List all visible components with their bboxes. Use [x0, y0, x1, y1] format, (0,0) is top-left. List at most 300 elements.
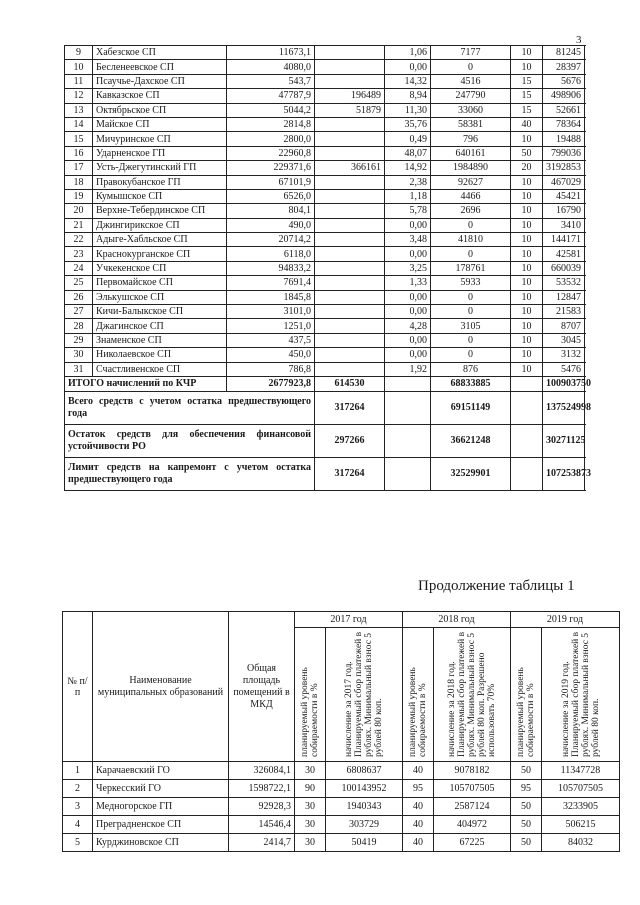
col-6-value: 4516 — [431, 74, 511, 88]
summary-col-7 — [511, 457, 543, 490]
col-4-value: 51879 — [315, 103, 385, 117]
table-row — [65, 146, 585, 160]
col-8-value: 3410 — [543, 218, 585, 232]
summary-col-7 — [511, 424, 543, 457]
table-row — [63, 816, 620, 834]
area-value: 1251,0 — [227, 319, 315, 333]
summary-row — [65, 391, 585, 424]
table-row — [63, 762, 620, 780]
header-area: Общая площадь помещений в МКД — [229, 612, 295, 762]
rate-2018: 40 — [403, 834, 434, 852]
col-5-value: 11,30 — [385, 103, 431, 117]
municipality-name: Николаевское СП — [93, 348, 227, 362]
row-number: 11 — [65, 74, 93, 88]
area-value: 67101,9 — [227, 175, 315, 189]
municipality-name: Первомайское СП — [93, 276, 227, 290]
row-number: 22 — [65, 233, 93, 247]
row-number: 3 — [63, 798, 93, 816]
col-5-value: 1,92 — [385, 362, 431, 376]
table-row — [63, 780, 620, 798]
col-5-value: 8,94 — [385, 89, 431, 103]
municipality-name: Элькушское СП — [93, 290, 227, 304]
col-6-value: 876 — [431, 362, 511, 376]
municipality-name: Верхне-Тебердинское СП — [93, 204, 227, 218]
header-2017-sum: начисление за 2017 год. Планируемый сбор платежей в рублях. Минимальный взнос 5 рублей 80 коп. — [326, 628, 403, 762]
col-7-value: 15 — [511, 103, 543, 117]
header-2017-rate: планируемый уровень собираемости в % — [295, 628, 326, 762]
table-row — [65, 103, 585, 117]
summary-col-5 — [385, 391, 431, 424]
col-5-value: 0,00 — [385, 290, 431, 304]
row-number: 30 — [65, 348, 93, 362]
municipality-name: Краснокурганское СП — [93, 247, 227, 261]
summary-col-6: 32529901 — [431, 457, 511, 490]
area-value: 4080,0 — [227, 60, 315, 74]
row-number: 21 — [65, 218, 93, 232]
col-4-value — [315, 74, 385, 88]
table-row — [65, 261, 585, 275]
row-number: 2 — [63, 780, 93, 798]
header-name: Наименование муниципальных образований — [93, 612, 229, 762]
col-6-value: 0 — [431, 305, 511, 319]
col-5-value: 4,28 — [385, 319, 431, 333]
table-row — [65, 74, 585, 88]
col-5-value: 14,32 — [385, 74, 431, 88]
area-value: 92928,3 — [229, 798, 295, 816]
row-number: 23 — [65, 247, 93, 261]
col-6-value: 3105 — [431, 319, 511, 333]
municipality-name: Мичуринское СП — [93, 132, 227, 146]
summary-row — [65, 457, 585, 490]
rate-2018: 40 — [403, 816, 434, 834]
table-row — [65, 233, 585, 247]
row-number: 12 — [65, 89, 93, 103]
col-4-value — [315, 362, 385, 376]
rate-2019: 50 — [511, 762, 542, 780]
row-number: 25 — [65, 276, 93, 290]
sum-2019: 11347728 — [542, 762, 620, 780]
col-7-value: 10 — [511, 348, 543, 362]
municipality-name: Ударненское ГП — [93, 146, 227, 160]
col-8-value: 28397 — [543, 60, 585, 74]
col-5-value: 3,25 — [385, 261, 431, 275]
table-row — [65, 333, 585, 347]
area-value: 6118,0 — [227, 247, 315, 261]
col-4-value — [315, 204, 385, 218]
col-7-value: 10 — [511, 60, 543, 74]
table-row — [65, 161, 585, 175]
col-7-value: 10 — [511, 247, 543, 261]
col-7-value: 10 — [511, 218, 543, 232]
row-number: 13 — [65, 103, 93, 117]
allocation-table-top — [64, 45, 592, 491]
rate-2019: 50 — [511, 798, 542, 816]
rate-2017: 30 — [295, 762, 326, 780]
col-7-value: 15 — [511, 89, 543, 103]
row-number: 1 — [63, 762, 93, 780]
area-value: 94833,2 — [227, 261, 315, 275]
area-value: 22960,8 — [227, 146, 315, 160]
row-number: 31 — [65, 362, 93, 376]
municipality-name: Знаменское СП — [93, 333, 227, 347]
municipality-name: Курджиновское СП — [93, 834, 229, 852]
col-6-value: 0 — [431, 247, 511, 261]
col-8-value: 467029 — [543, 175, 585, 189]
col-8-value: 45421 — [543, 189, 585, 203]
area-value: 1845,8 — [227, 290, 315, 304]
col-7-value: 10 — [511, 233, 543, 247]
summary-col-4: 297266 — [315, 424, 385, 457]
area-value: 804,1 — [227, 204, 315, 218]
table-row — [65, 46, 585, 60]
col-4-value — [315, 117, 385, 131]
col-4-value — [315, 276, 385, 290]
row-number: 29 — [65, 333, 93, 347]
row-number: 9 — [65, 46, 93, 60]
col-5-value: 3,48 — [385, 233, 431, 247]
header-year-2019: 2019 год — [511, 612, 620, 628]
col-8-value: 498906 — [543, 89, 585, 103]
municipality-name: Джингирикское СП — [93, 218, 227, 232]
municipality-name: Черкесский ГО — [93, 780, 229, 798]
col-6-value: 41810 — [431, 233, 511, 247]
area-value: 6526,0 — [227, 189, 315, 203]
table-row — [65, 319, 585, 333]
table-row — [65, 189, 585, 203]
col-8-value: 799036 — [543, 146, 585, 160]
col-7-value: 50 — [511, 146, 543, 160]
rate-2019: 50 — [511, 834, 542, 852]
area-value: 786,8 — [227, 362, 315, 376]
area-value: 11673,1 — [227, 46, 315, 60]
municipality-name: Адыге-Хабльское СП — [93, 233, 227, 247]
col-6-value: 1984890 — [431, 161, 511, 175]
summary-col-4: 317264 — [315, 391, 385, 424]
sum-2018: 67225 — [434, 834, 511, 852]
table-row — [65, 218, 585, 232]
col-8-value: 660039 — [543, 261, 585, 275]
municipality-name: Правокубанское ГП — [93, 175, 227, 189]
area-value: 2800,0 — [227, 132, 315, 146]
municipality-name: Хабезское СП — [93, 46, 227, 60]
header-2018-sum: начисление за 2018 год. Планируемый сбор платежей в рублях. Минимальный взнос 5 рублей 80 коп. Разрешено использовать 70% — [434, 628, 511, 762]
sum-2017: 303729 — [326, 816, 403, 834]
summary-col-5 — [385, 457, 431, 490]
table-row — [65, 247, 585, 261]
summary-label: Лимит средств на капремонт с учетом остатка предшествующего года — [65, 457, 315, 490]
municipality-name: Джагинское СП — [93, 319, 227, 333]
area-value: 7691,4 — [227, 276, 315, 290]
col-6-value: 2696 — [431, 204, 511, 218]
row-number: 19 — [65, 189, 93, 203]
col-4-value — [315, 146, 385, 160]
col-8-value: 78364 — [543, 117, 585, 131]
col-6-value: 0 — [431, 290, 511, 304]
row-number: 15 — [65, 132, 93, 146]
col-6-value: 5933 — [431, 276, 511, 290]
col-4-value — [315, 218, 385, 232]
col-4-value — [315, 189, 385, 203]
table-row — [65, 290, 585, 304]
summary-col-6: 69151149 — [431, 391, 511, 424]
col-4-value — [315, 333, 385, 347]
col-4-value — [315, 261, 385, 275]
area-value: 490,0 — [227, 218, 315, 232]
municipality-name: Кичи-Балыкское СП — [93, 305, 227, 319]
col-5-value: 0,49 — [385, 132, 431, 146]
col-7-value: 10 — [511, 290, 543, 304]
col-6-value: 796 — [431, 132, 511, 146]
allocation-table-bottom — [62, 611, 620, 852]
col-4-value: 196489 — [315, 89, 385, 103]
col-5-value: 0,00 — [385, 305, 431, 319]
header-2019-sum: начисление за 2019 год. Планируемый сбор платежей в рублях. Минимальный взнос 5 рублей 80 коп. — [542, 628, 620, 762]
sum-2017: 1940343 — [326, 798, 403, 816]
sum-2018: 2587124 — [434, 798, 511, 816]
sum-2017: 6808637 — [326, 762, 403, 780]
header-num: № п/п — [63, 612, 93, 762]
col-4-value — [315, 233, 385, 247]
sum-2018: 404972 — [434, 816, 511, 834]
col-8-value: 3192853 — [543, 161, 585, 175]
area-value: 437,5 — [227, 333, 315, 347]
col-7-value: 10 — [511, 319, 543, 333]
col-7-value: 10 — [511, 189, 543, 203]
summary-col-8: 30271125 — [543, 424, 585, 457]
col-4-value — [315, 305, 385, 319]
col-5-value: 0,00 — [385, 333, 431, 347]
col-8-value: 3045 — [543, 333, 585, 347]
total-area: 2677923,8 — [227, 376, 315, 391]
row-number: 18 — [65, 175, 93, 189]
col-5-value: 0,00 — [385, 60, 431, 74]
col-8-value: 53532 — [543, 276, 585, 290]
summary-row — [65, 424, 585, 457]
col-8-value: 81245 — [543, 46, 585, 60]
area-value: 450,0 — [227, 348, 315, 362]
summary-col-6: 36621248 — [431, 424, 511, 457]
col-7-value: 40 — [511, 117, 543, 131]
rate-2018: 40 — [403, 798, 434, 816]
sum-2017: 100143952 — [326, 780, 403, 798]
table-row — [65, 204, 585, 218]
total-col-7 — [511, 376, 543, 391]
row-number: 28 — [65, 319, 93, 333]
sum-2018: 105707505 — [434, 780, 511, 798]
col-6-value: 0 — [431, 333, 511, 347]
row-number: 20 — [65, 204, 93, 218]
table-row — [65, 89, 585, 103]
header-year-2018: 2018 год — [403, 612, 511, 628]
row-number: 17 — [65, 161, 93, 175]
col-4-value — [315, 175, 385, 189]
summary-col-5 — [385, 424, 431, 457]
area-value: 2414,7 — [229, 834, 295, 852]
col-6-value: 58381 — [431, 117, 511, 131]
rate-2018: 40 — [403, 762, 434, 780]
col-5-value: 1,18 — [385, 189, 431, 203]
col-4-value — [315, 247, 385, 261]
total-row — [65, 376, 585, 391]
rate-2019: 50 — [511, 816, 542, 834]
col-7-value: 10 — [511, 204, 543, 218]
area-value: 20714,2 — [227, 233, 315, 247]
total-col-6: 68833885 — [431, 376, 511, 391]
summary-col-4: 317264 — [315, 457, 385, 490]
col-5-value: 2,38 — [385, 175, 431, 189]
col-6-value: 178761 — [431, 261, 511, 275]
table-row — [65, 362, 585, 376]
col-5-value: 1,06 — [385, 46, 431, 60]
rate-2019: 95 — [511, 780, 542, 798]
total-col-4: 614530 — [315, 376, 385, 391]
col-6-value: 0 — [431, 348, 511, 362]
sum-2019: 506215 — [542, 816, 620, 834]
row-number: 4 — [63, 816, 93, 834]
col-8-value: 5476 — [543, 362, 585, 376]
table-row — [65, 305, 585, 319]
area-value: 229371,6 — [227, 161, 315, 175]
col-4-value — [315, 290, 385, 304]
col-8-value: 16790 — [543, 204, 585, 218]
header-2018-rate: планируемый уровень собираемости в % — [403, 628, 434, 762]
col-8-value: 12847 — [543, 290, 585, 304]
municipality-name: Усть-Джегутинский ГП — [93, 161, 227, 175]
row-number: 26 — [65, 290, 93, 304]
rate-2017: 30 — [295, 816, 326, 834]
area-value: 1598722,1 — [229, 780, 295, 798]
col-6-value: 0 — [431, 218, 511, 232]
municipality-name: Преградненское СП — [93, 816, 229, 834]
municipality-name: Медногорское ГП — [93, 798, 229, 816]
col-8-value: 42581 — [543, 247, 585, 261]
col-4-value — [315, 46, 385, 60]
municipality-name: Псаучье-Дахское СП — [93, 74, 227, 88]
area-value: 5044,2 — [227, 103, 315, 117]
col-6-value: 4466 — [431, 189, 511, 203]
col-6-value: 0 — [431, 60, 511, 74]
header-year-2017: 2017 год — [295, 612, 403, 628]
table-row — [65, 132, 585, 146]
col-7-value: 10 — [511, 132, 543, 146]
rate-2017: 90 — [295, 780, 326, 798]
col-7-value: 10 — [511, 46, 543, 60]
summary-col-8: 107253873 — [543, 457, 585, 490]
rate-2017: 30 — [295, 798, 326, 816]
col-7-value: 15 — [511, 74, 543, 88]
total-label: ИТОГО начислений по КЧР — [65, 376, 227, 391]
col-7-value: 10 — [511, 305, 543, 319]
area-value: 14546,4 — [229, 816, 295, 834]
col-7-value: 10 — [511, 362, 543, 376]
col-8-value: 144171 — [543, 233, 585, 247]
header-2019-rate: планируемый уровень собираемости в % — [511, 628, 542, 762]
col-5-value: 48,07 — [385, 146, 431, 160]
municipality-name: Кавказское СП — [93, 89, 227, 103]
col-6-value: 640161 — [431, 146, 511, 160]
col-8-value: 21583 — [543, 305, 585, 319]
col-6-value: 7177 — [431, 46, 511, 60]
col-5-value: 1,33 — [385, 276, 431, 290]
col-5-value: 14,92 — [385, 161, 431, 175]
col-4-value: 366161 — [315, 161, 385, 175]
col-5-value: 5,78 — [385, 204, 431, 218]
municipality-name: Счастливенское СП — [93, 362, 227, 376]
col-4-value — [315, 319, 385, 333]
col-7-value: 10 — [511, 276, 543, 290]
row-number: 14 — [65, 117, 93, 131]
col-8-value: 52661 — [543, 103, 585, 117]
col-4-value — [315, 348, 385, 362]
col-8-value: 8707 — [543, 319, 585, 333]
area-value: 47787,9 — [227, 89, 315, 103]
col-5-value: 35,76 — [385, 117, 431, 131]
col-6-value: 33060 — [431, 103, 511, 117]
row-number: 10 — [65, 60, 93, 74]
table-row — [65, 276, 585, 290]
col-5-value: 0,00 — [385, 348, 431, 362]
row-number: 24 — [65, 261, 93, 275]
col-8-value: 19488 — [543, 132, 585, 146]
rate-2018: 95 — [403, 780, 434, 798]
area-value: 2814,8 — [227, 117, 315, 131]
col-7-value: 20 — [511, 161, 543, 175]
col-7-value: 10 — [511, 175, 543, 189]
sum-2017: 50419 — [326, 834, 403, 852]
table-row — [63, 834, 620, 852]
col-5-value: 0,00 — [385, 247, 431, 261]
row-number: 27 — [65, 305, 93, 319]
col-6-value: 247790 — [431, 89, 511, 103]
col-8-value: 5676 — [543, 74, 585, 88]
summary-col-7 — [511, 391, 543, 424]
col-7-value: 10 — [511, 261, 543, 275]
col-7-value: 10 — [511, 333, 543, 347]
summary-label: Всего средств с учетом остатка предшествующего года — [65, 391, 315, 424]
col-8-value: 3132 — [543, 348, 585, 362]
area-value: 543,7 — [227, 74, 315, 88]
row-number: 16 — [65, 146, 93, 160]
summary-col-8: 137524998 — [543, 391, 585, 424]
col-4-value — [315, 60, 385, 74]
page-number: 3 — [576, 34, 582, 46]
municipality-name: Кумышское СП — [93, 189, 227, 203]
total-col-8: 100903750 — [543, 376, 585, 391]
sum-2019: 3233905 — [542, 798, 620, 816]
municipality-name: Карачаевский ГО — [93, 762, 229, 780]
municipality-name: Октябрьское СП — [93, 103, 227, 117]
sum-2019: 105707505 — [542, 780, 620, 798]
area-value: 3101,0 — [227, 305, 315, 319]
table-row — [65, 117, 585, 131]
continuation-title: Продолжение таблицы 1 — [418, 578, 575, 594]
table-row — [65, 60, 585, 74]
table-row — [65, 348, 585, 362]
municipality-name: Учкекенское СП — [93, 261, 227, 275]
total-col-5 — [385, 376, 431, 391]
rate-2017: 30 — [295, 834, 326, 852]
sum-2018: 9078182 — [434, 762, 511, 780]
table-row — [65, 175, 585, 189]
col-5-value: 0,00 — [385, 218, 431, 232]
municipality-name: Бесленеевское СП — [93, 60, 227, 74]
sum-2019: 84032 — [542, 834, 620, 852]
area-value: 326084,1 — [229, 762, 295, 780]
municipality-name: Майское СП — [93, 117, 227, 131]
row-number: 5 — [63, 834, 93, 852]
col-6-value: 92627 — [431, 175, 511, 189]
table-row — [63, 798, 620, 816]
